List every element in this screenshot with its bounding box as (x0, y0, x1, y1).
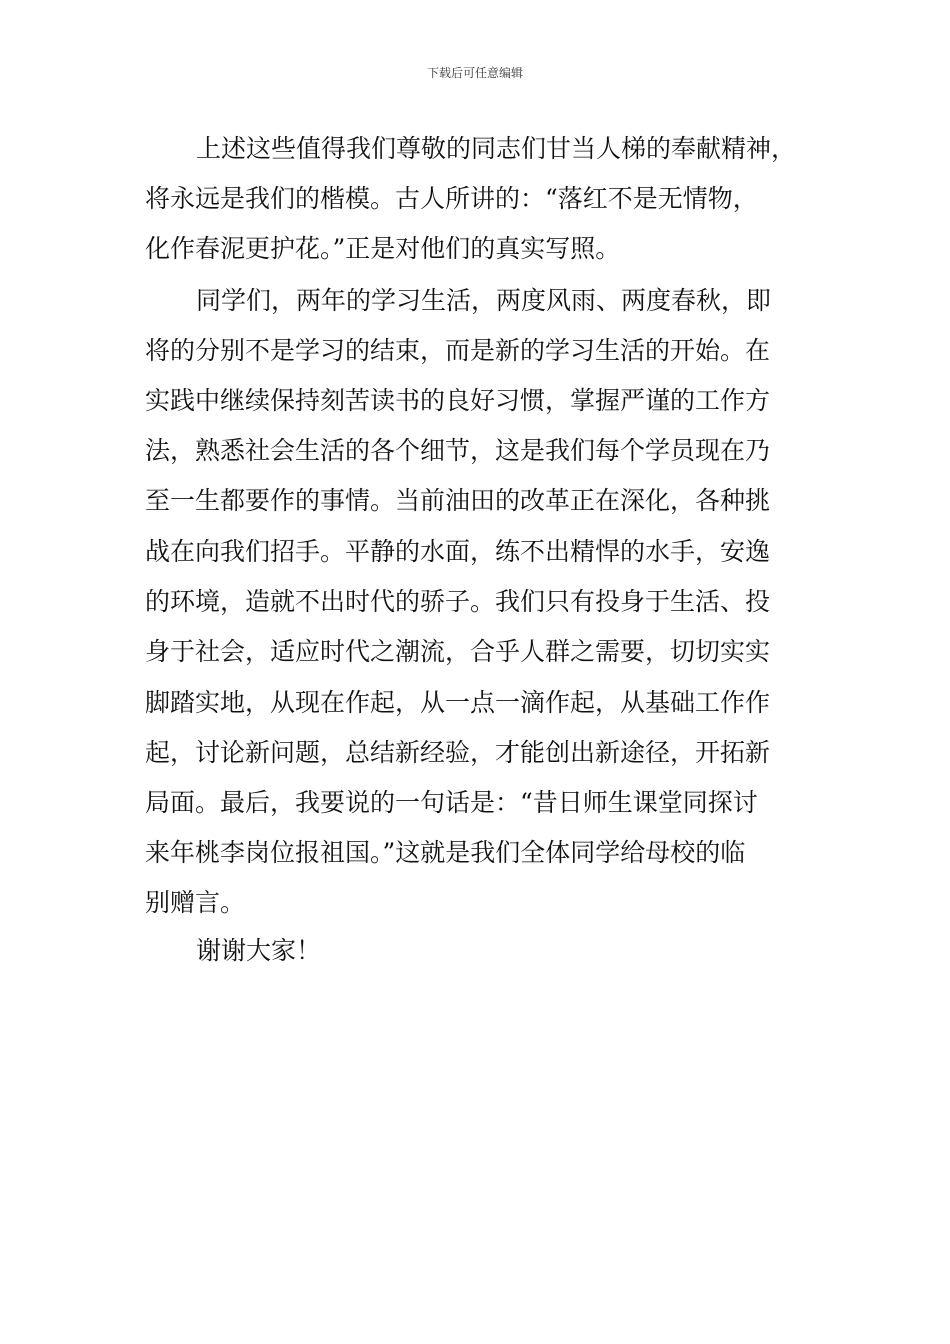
paragraph-2-line-10: 起，讨论新问题，总结新经验，才能创出新途径，开拓新 (145, 738, 771, 767)
paragraph-2-line-7: 的环境，造就不出时代的骄子。我们只有投身于生活、投 (145, 587, 771, 616)
paragraph-1-line-3: 化作春泥更护花。”正是对他们的真实写照。 (145, 234, 621, 263)
paragraph-2-line-8: 身于社会，适应时代之潮流，合乎人群之需要，切切实实 (145, 637, 771, 666)
paragraph-2-line-6: 战在向我们招手。平静的水面，练不出精悍的水手，安逸 (145, 537, 771, 566)
paragraph-2-line-1: 同学们，两年的学习生活，两度风雨、两度春秋，即 (196, 286, 772, 315)
paragraph-2-line-3: 实践中继续保持刻苦读书的良好习惯，掌握严谨的工作方 (145, 386, 771, 415)
page-header: 下载后可任意编辑 (426, 66, 523, 80)
paragraph-2-line-9: 脚踏实地，从现在作起，从一点一滴作起，从基础工作作 (145, 688, 771, 717)
paragraph-2-line-11: 局面。最后，我要说的一句话是：“昔日师生课堂同探讨 (145, 788, 758, 817)
closing-line: 谢谢大家！ (196, 936, 322, 965)
paragraph-1-line-1: 上述这些值得我们尊敬的同志们甘当人梯的奉献精神， (196, 134, 797, 163)
paragraph-1-line-2: 将永远是我们的楷模。古人所讲的：“落红不是无情物， (145, 184, 758, 213)
paragraph-2-line-2: 将的分别不是学习的结束，而是新的学习生活的开始。在 (145, 336, 771, 365)
paragraph-2-line-12: 来年桃李岗位报祖国。”这就是我们全体同学给母校的临 (145, 838, 746, 867)
paragraph-2-line-5: 至一生都要作的事情。当前油田的改革正在深化，各种挑 (145, 486, 771, 515)
paragraph-2-line-13: 别赠言。 (145, 888, 246, 917)
paragraph-2-line-4: 法，熟悉社会生活的各个细节，这是我们每个学员现在乃 (145, 436, 771, 465)
